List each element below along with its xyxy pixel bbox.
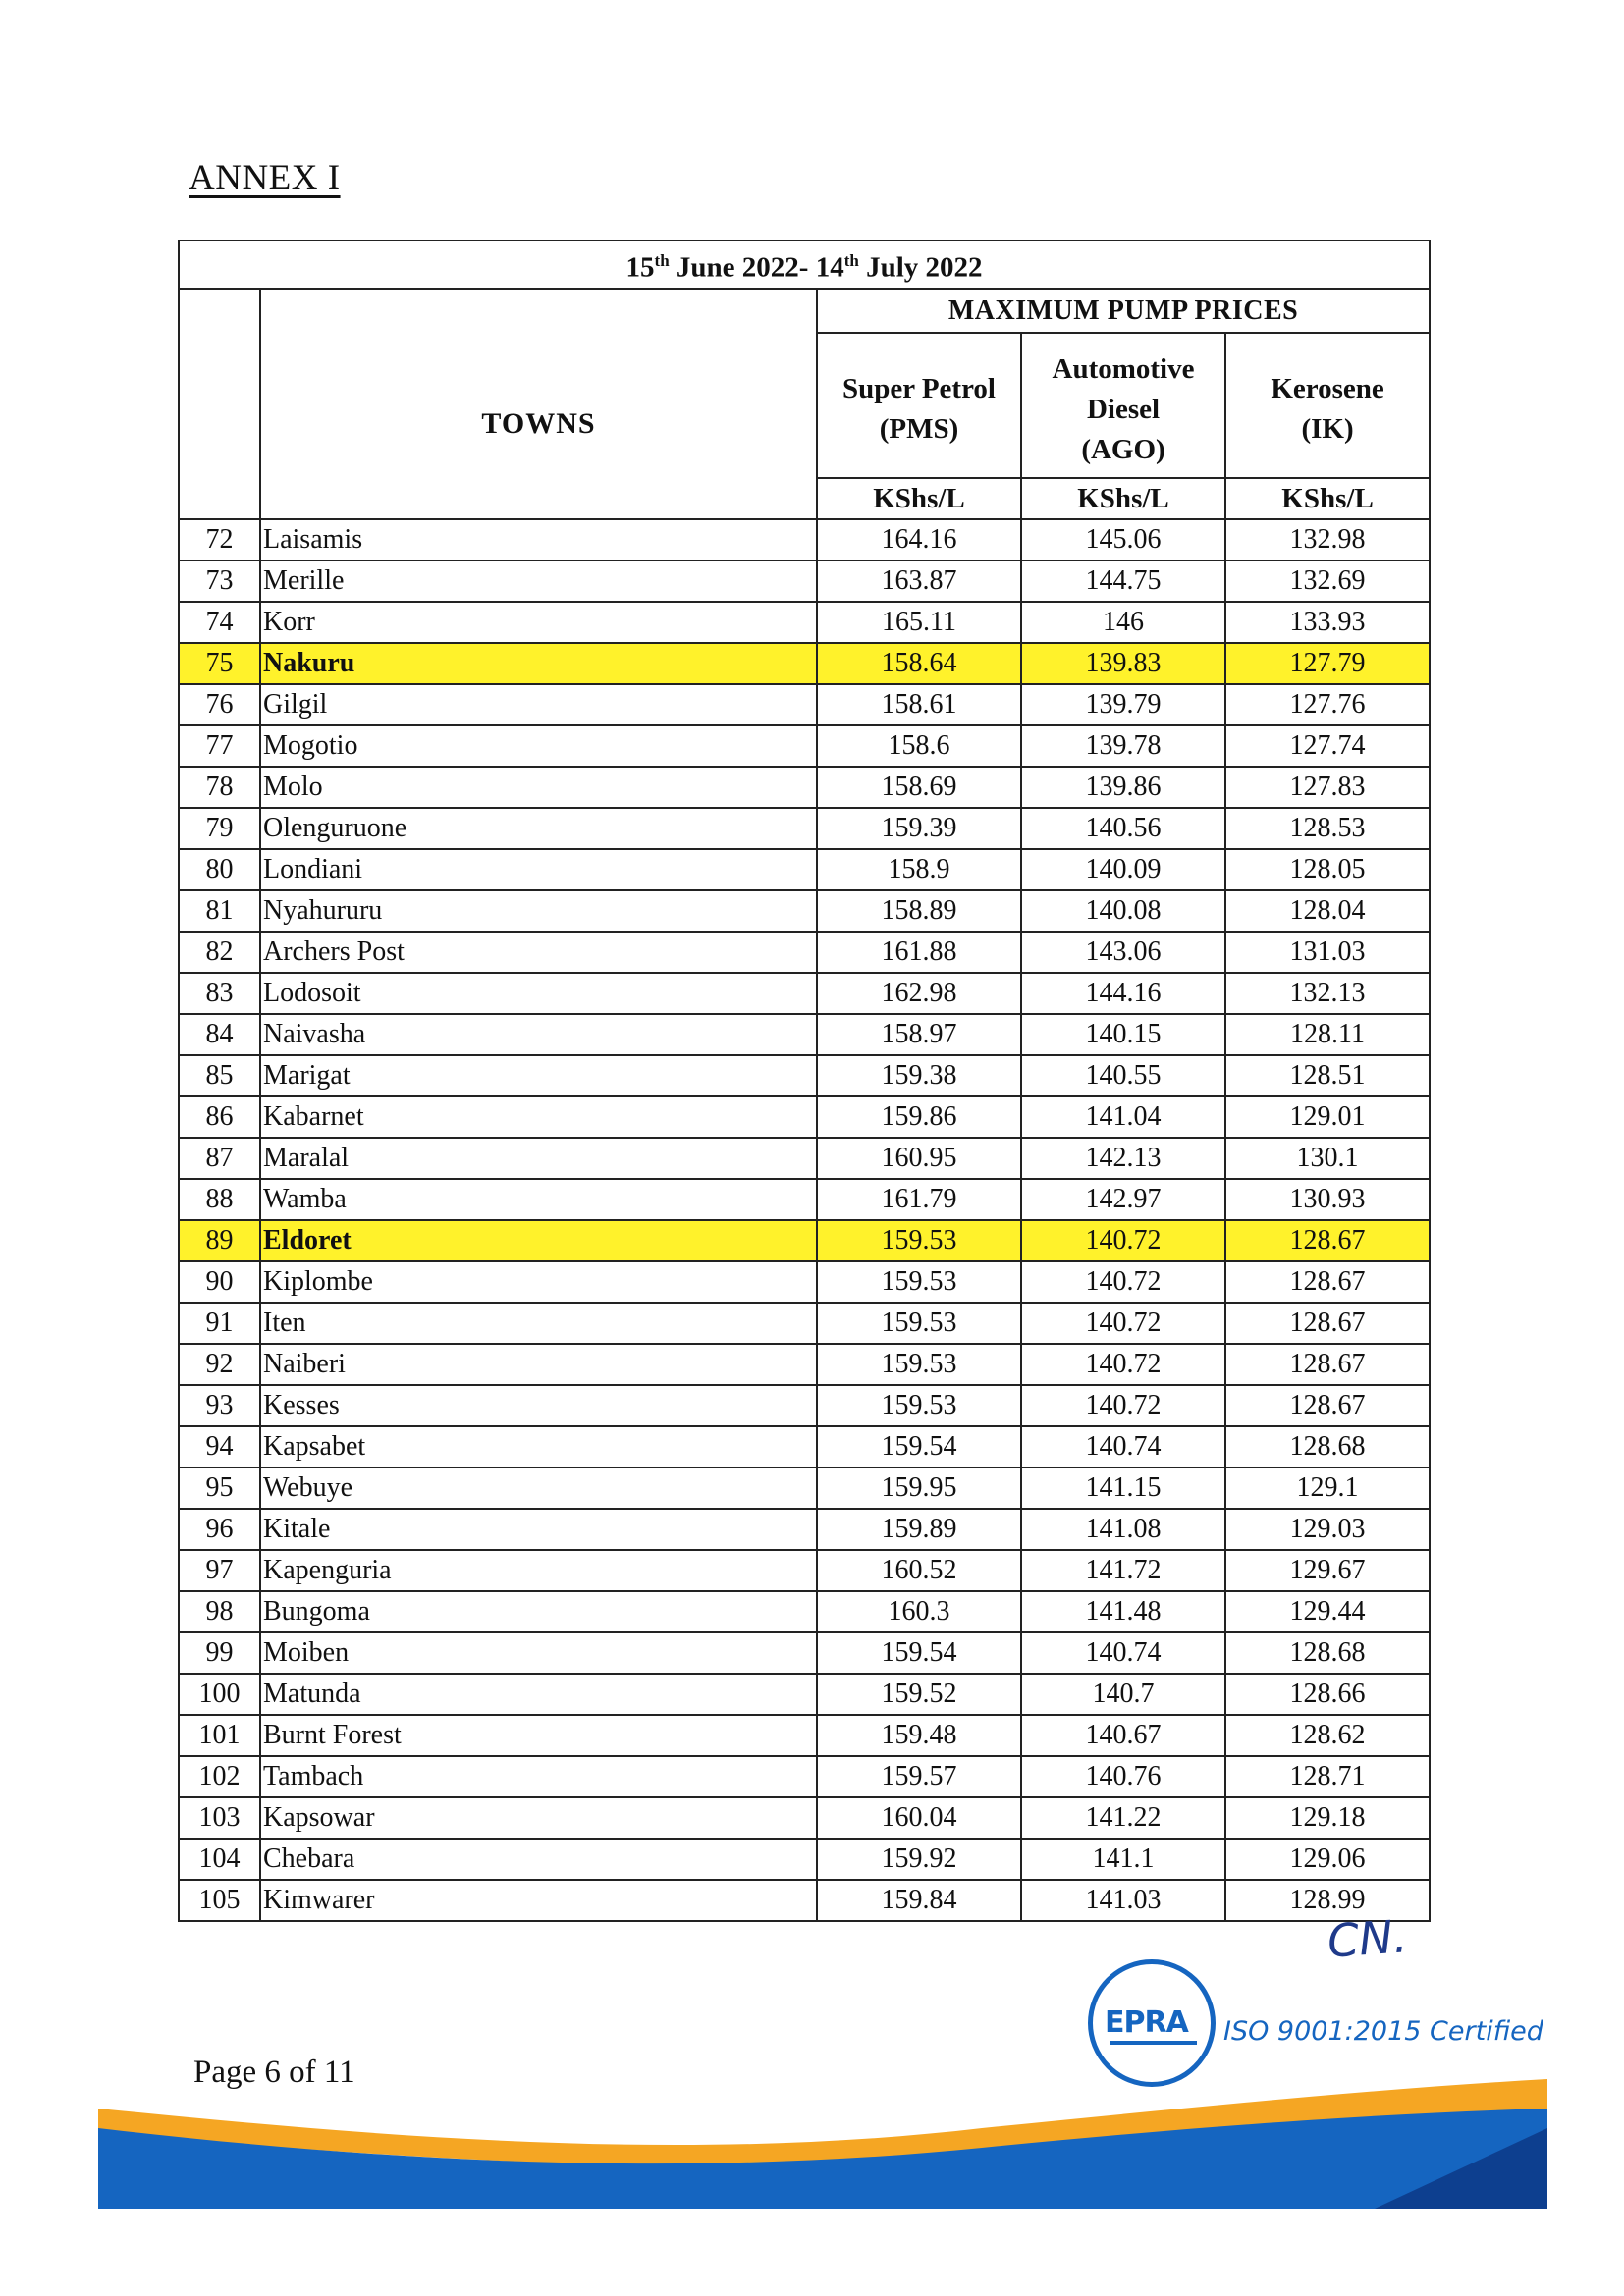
- ago-price: 144.16: [1021, 973, 1225, 1014]
- pms-price: 162.98: [817, 973, 1021, 1014]
- ago-price: 141.04: [1021, 1096, 1225, 1138]
- ago-price: 141.1: [1021, 1839, 1225, 1880]
- table-row: [179, 1632, 1430, 1674]
- signature-initials: CN.: [1326, 1909, 1409, 1968]
- ago-price: 141.22: [1021, 1797, 1225, 1839]
- ik-price: 129.01: [1225, 1096, 1430, 1138]
- pms-price: 158.69: [817, 767, 1021, 808]
- ago-price: 140.72: [1021, 1220, 1225, 1261]
- ago-unit: KShs/L: [1021, 478, 1225, 519]
- table-row: [179, 1179, 1430, 1220]
- ik-price: 127.76: [1225, 684, 1430, 725]
- row-number: 72: [179, 519, 260, 561]
- town-name: Marigat: [260, 1055, 817, 1096]
- town-name: Tambach: [260, 1756, 817, 1797]
- ik-price: 128.11: [1225, 1014, 1430, 1055]
- table-row: [179, 808, 1430, 849]
- pms-price: 159.54: [817, 1632, 1021, 1674]
- pms-header: Super Petrol (PMS): [817, 333, 1021, 478]
- table-row: [179, 849, 1430, 890]
- ik-price: 133.93: [1225, 602, 1430, 643]
- pms-price: 160.52: [817, 1550, 1021, 1591]
- table-row: [179, 1550, 1430, 1591]
- period-row: [179, 240, 1430, 289]
- town-name: Olenguruone: [260, 808, 817, 849]
- pms-price: 159.38: [817, 1055, 1021, 1096]
- table-row: [179, 1014, 1430, 1055]
- pms-price: 165.11: [817, 602, 1021, 643]
- table-row: [179, 1756, 1430, 1797]
- row-number: 88: [179, 1179, 260, 1220]
- ik-price: 129.18: [1225, 1797, 1430, 1839]
- ago-price: 140.74: [1021, 1426, 1225, 1468]
- table-row: [179, 973, 1430, 1014]
- ago-price: 140.67: [1021, 1715, 1225, 1756]
- ik-price: 129.1: [1225, 1468, 1430, 1509]
- pms-price: 159.39: [817, 808, 1021, 849]
- ago-price: 140.7: [1021, 1674, 1225, 1715]
- ago-price: 143.06: [1021, 932, 1225, 973]
- row-number: 95: [179, 1468, 260, 1509]
- row-number: 77: [179, 725, 260, 767]
- table-row: [179, 561, 1430, 602]
- pms-price: 163.87: [817, 561, 1021, 602]
- table-row: [179, 1715, 1430, 1756]
- town-name: Londiani: [260, 849, 817, 890]
- town-name: Kapsowar: [260, 1797, 817, 1839]
- row-number: 99: [179, 1632, 260, 1674]
- pms-price: 164.16: [817, 519, 1021, 561]
- ik-price: 128.71: [1225, 1756, 1430, 1797]
- ik-price: 132.13: [1225, 973, 1430, 1014]
- row-number: 100: [179, 1674, 260, 1715]
- ik-price: 129.06: [1225, 1839, 1430, 1880]
- table-row: [179, 890, 1430, 932]
- table-row: [179, 1880, 1430, 1921]
- pms-price: 158.6: [817, 725, 1021, 767]
- pms-unit: KShs/L: [817, 478, 1021, 519]
- ik-price: 128.05: [1225, 849, 1430, 890]
- town-name: Korr: [260, 602, 817, 643]
- ago-price: 139.79: [1021, 684, 1225, 725]
- town-name: Molo: [260, 767, 817, 808]
- town-name: Maralal: [260, 1138, 817, 1179]
- ago-price: 145.06: [1021, 519, 1225, 561]
- ago-price: 144.75: [1021, 561, 1225, 602]
- ik-price: 128.68: [1225, 1632, 1430, 1674]
- ik-price: 128.67: [1225, 1220, 1430, 1261]
- row-number: 79: [179, 808, 260, 849]
- row-number-header: [179, 289, 260, 519]
- ago-price: 141.08: [1021, 1509, 1225, 1550]
- annex-title: ANNEX I: [189, 158, 341, 198]
- ago-price: 139.78: [1021, 725, 1225, 767]
- ik-price: 128.67: [1225, 1344, 1430, 1385]
- pms-price: 159.86: [817, 1096, 1021, 1138]
- pms-price: 159.54: [817, 1426, 1021, 1468]
- ik-price: 127.74: [1225, 725, 1430, 767]
- row-number: 82: [179, 932, 260, 973]
- table-row: [179, 1138, 1430, 1179]
- ik-price: 127.83: [1225, 767, 1430, 808]
- ik-price: 128.99: [1225, 1880, 1430, 1921]
- ik-price: 128.53: [1225, 808, 1430, 849]
- ago-price: 141.48: [1021, 1591, 1225, 1632]
- ago-price: 142.13: [1021, 1138, 1225, 1179]
- logo-underline: [1110, 2041, 1197, 2045]
- pms-price: 160.95: [817, 1138, 1021, 1179]
- ago-price: 141.15: [1021, 1468, 1225, 1509]
- row-number: 101: [179, 1715, 260, 1756]
- ik-price: 129.03: [1225, 1509, 1430, 1550]
- town-name: Webuye: [260, 1468, 817, 1509]
- row-number: 87: [179, 1138, 260, 1179]
- ago-price: 140.55: [1021, 1055, 1225, 1096]
- ago-price: 141.72: [1021, 1550, 1225, 1591]
- pms-price: 160.04: [817, 1797, 1021, 1839]
- pms-price: 159.53: [817, 1344, 1021, 1385]
- table-row: [179, 1303, 1430, 1344]
- table-row: [179, 643, 1430, 684]
- town-name: Nakuru: [260, 643, 817, 684]
- table-row: [179, 1509, 1430, 1550]
- town-name: Naivasha: [260, 1014, 817, 1055]
- ik-price: 128.68: [1225, 1426, 1430, 1468]
- ik-price: 130.1: [1225, 1138, 1430, 1179]
- table-row: [179, 1220, 1430, 1261]
- pms-price: 159.53: [817, 1303, 1021, 1344]
- table-row: [179, 1055, 1430, 1096]
- ago-price: 141.03: [1021, 1880, 1225, 1921]
- town-name: Matunda: [260, 1674, 817, 1715]
- row-number: 76: [179, 684, 260, 725]
- footer-wave-graphic: [98, 2069, 1547, 2209]
- town-name: Naiberi: [260, 1344, 817, 1385]
- row-number: 85: [179, 1055, 260, 1096]
- town-name: Lodosoit: [260, 973, 817, 1014]
- row-number: 84: [179, 1014, 260, 1055]
- ago-price: 140.72: [1021, 1303, 1225, 1344]
- ik-price: 128.62: [1225, 1715, 1430, 1756]
- table-row: [179, 602, 1430, 643]
- ik-price: 128.66: [1225, 1674, 1430, 1715]
- table-row: [179, 932, 1430, 973]
- table-row: [179, 1839, 1430, 1880]
- ik-price: 128.67: [1225, 1385, 1430, 1426]
- row-number: 78: [179, 767, 260, 808]
- ik-price: 128.67: [1225, 1303, 1430, 1344]
- towns-header: TOWNS: [260, 289, 817, 519]
- row-number: 89: [179, 1220, 260, 1261]
- row-number: 74: [179, 602, 260, 643]
- table-row: [179, 1426, 1430, 1468]
- table-row: [179, 1674, 1430, 1715]
- row-number: 96: [179, 1509, 260, 1550]
- pms-price: 159.53: [817, 1220, 1021, 1261]
- table-row: [179, 1468, 1430, 1509]
- table-row: [179, 684, 1430, 725]
- row-number: 93: [179, 1385, 260, 1426]
- row-number: 94: [179, 1426, 260, 1468]
- town-name: Mogotio: [260, 725, 817, 767]
- row-number: 86: [179, 1096, 260, 1138]
- ik-price: 129.44: [1225, 1591, 1430, 1632]
- table-row: [179, 1591, 1430, 1632]
- row-number: 97: [179, 1550, 260, 1591]
- row-number: 98: [179, 1591, 260, 1632]
- row-number: 83: [179, 973, 260, 1014]
- ago-price: 139.83: [1021, 643, 1225, 684]
- ago-price: 140.08: [1021, 890, 1225, 932]
- town-name: Iten: [260, 1303, 817, 1344]
- ik-unit: KShs/L: [1225, 478, 1430, 519]
- town-name: Moiben: [260, 1632, 817, 1674]
- pms-price: 159.52: [817, 1674, 1021, 1715]
- period-heading: 15th June 2022- 14th July 2022: [179, 240, 1430, 289]
- ago-price: 140.72: [1021, 1385, 1225, 1426]
- row-number: 105: [179, 1880, 260, 1921]
- pms-price: 159.95: [817, 1468, 1021, 1509]
- ago-price: 140.15: [1021, 1014, 1225, 1055]
- row-number: 91: [179, 1303, 260, 1344]
- ik-price: 132.69: [1225, 561, 1430, 602]
- ago-price: 140.74: [1021, 1632, 1225, 1674]
- pms-price: 160.3: [817, 1591, 1021, 1632]
- epra-logo-text: EPRA: [1105, 2005, 1188, 2040]
- town-name: Kabarnet: [260, 1096, 817, 1138]
- table-row: [179, 1797, 1430, 1839]
- pms-price: 159.89: [817, 1509, 1021, 1550]
- page-number: Page 6 of 11: [193, 2055, 355, 2090]
- pms-price: 159.53: [817, 1385, 1021, 1426]
- row-number: 102: [179, 1756, 260, 1797]
- table-row: [179, 1096, 1430, 1138]
- town-name: Merille: [260, 561, 817, 602]
- ik-price: 127.79: [1225, 643, 1430, 684]
- table-row: [179, 1385, 1430, 1426]
- pms-price: 159.84: [817, 1880, 1021, 1921]
- ago-price: 139.86: [1021, 767, 1225, 808]
- ago-price: 140.76: [1021, 1756, 1225, 1797]
- ago-price: 140.72: [1021, 1344, 1225, 1385]
- town-name: Chebara: [260, 1839, 817, 1880]
- town-name: Bungoma: [260, 1591, 817, 1632]
- town-name: Archers Post: [260, 932, 817, 973]
- row-number: 73: [179, 561, 260, 602]
- ago-price: 140.72: [1021, 1261, 1225, 1303]
- table-row: [179, 725, 1430, 767]
- epra-logo: [1088, 1959, 1216, 2087]
- pms-price: 161.88: [817, 932, 1021, 973]
- max-heading-row: [179, 289, 1430, 333]
- ik-header: Kerosene (IK): [1225, 333, 1430, 478]
- town-name: Nyahururu: [260, 890, 817, 932]
- iso-certification: ISO 9001:2015 Certified: [1223, 2016, 1543, 2047]
- table-row: [179, 1344, 1430, 1385]
- town-name: Laisamis: [260, 519, 817, 561]
- ik-price: 128.04: [1225, 890, 1430, 932]
- row-number: 75: [179, 643, 260, 684]
- town-name: Kapenguria: [260, 1550, 817, 1591]
- ik-price: 128.67: [1225, 1261, 1430, 1303]
- table-row: [179, 1261, 1430, 1303]
- row-number: 103: [179, 1797, 260, 1839]
- ago-price: 140.56: [1021, 808, 1225, 849]
- pms-price: 158.89: [817, 890, 1021, 932]
- row-number: 90: [179, 1261, 260, 1303]
- row-number: 104: [179, 1839, 260, 1880]
- ago-price: 140.09: [1021, 849, 1225, 890]
- pms-price: 158.61: [817, 684, 1021, 725]
- pms-price: 159.48: [817, 1715, 1021, 1756]
- town-name: Kesses: [260, 1385, 817, 1426]
- town-name: Wamba: [260, 1179, 817, 1220]
- pms-price: 158.9: [817, 849, 1021, 890]
- pms-price: 158.64: [817, 643, 1021, 684]
- town-name: Burnt Forest: [260, 1715, 817, 1756]
- ago-price: 146: [1021, 602, 1225, 643]
- row-number: 92: [179, 1344, 260, 1385]
- town-name: Kapsabet: [260, 1426, 817, 1468]
- town-name: Kiplombe: [260, 1261, 817, 1303]
- ik-price: 129.67: [1225, 1550, 1430, 1591]
- ago-header: Automotive Diesel (AGO): [1021, 333, 1225, 478]
- ik-price: 132.98: [1225, 519, 1430, 561]
- ik-price: 131.03: [1225, 932, 1430, 973]
- row-number: 81: [179, 890, 260, 932]
- pms-price: 158.97: [817, 1014, 1021, 1055]
- ago-price: 142.97: [1021, 1179, 1225, 1220]
- pms-price: 159.92: [817, 1839, 1021, 1880]
- ik-price: 128.51: [1225, 1055, 1430, 1096]
- pump-prices-table: [178, 240, 1431, 1922]
- ik-price: 130.93: [1225, 1179, 1430, 1220]
- pms-price: 159.57: [817, 1756, 1021, 1797]
- pms-price: 161.79: [817, 1179, 1021, 1220]
- max-pump-prices-heading: MAXIMUM PUMP PRICES: [817, 289, 1430, 333]
- row-number: 80: [179, 849, 260, 890]
- town-name: Kitale: [260, 1509, 817, 1550]
- pms-price: 159.53: [817, 1261, 1021, 1303]
- table-row: [179, 767, 1430, 808]
- table-row: [179, 519, 1430, 561]
- town-name: Kimwarer: [260, 1880, 817, 1921]
- town-name: Eldoret: [260, 1220, 817, 1261]
- town-name: Gilgil: [260, 684, 817, 725]
